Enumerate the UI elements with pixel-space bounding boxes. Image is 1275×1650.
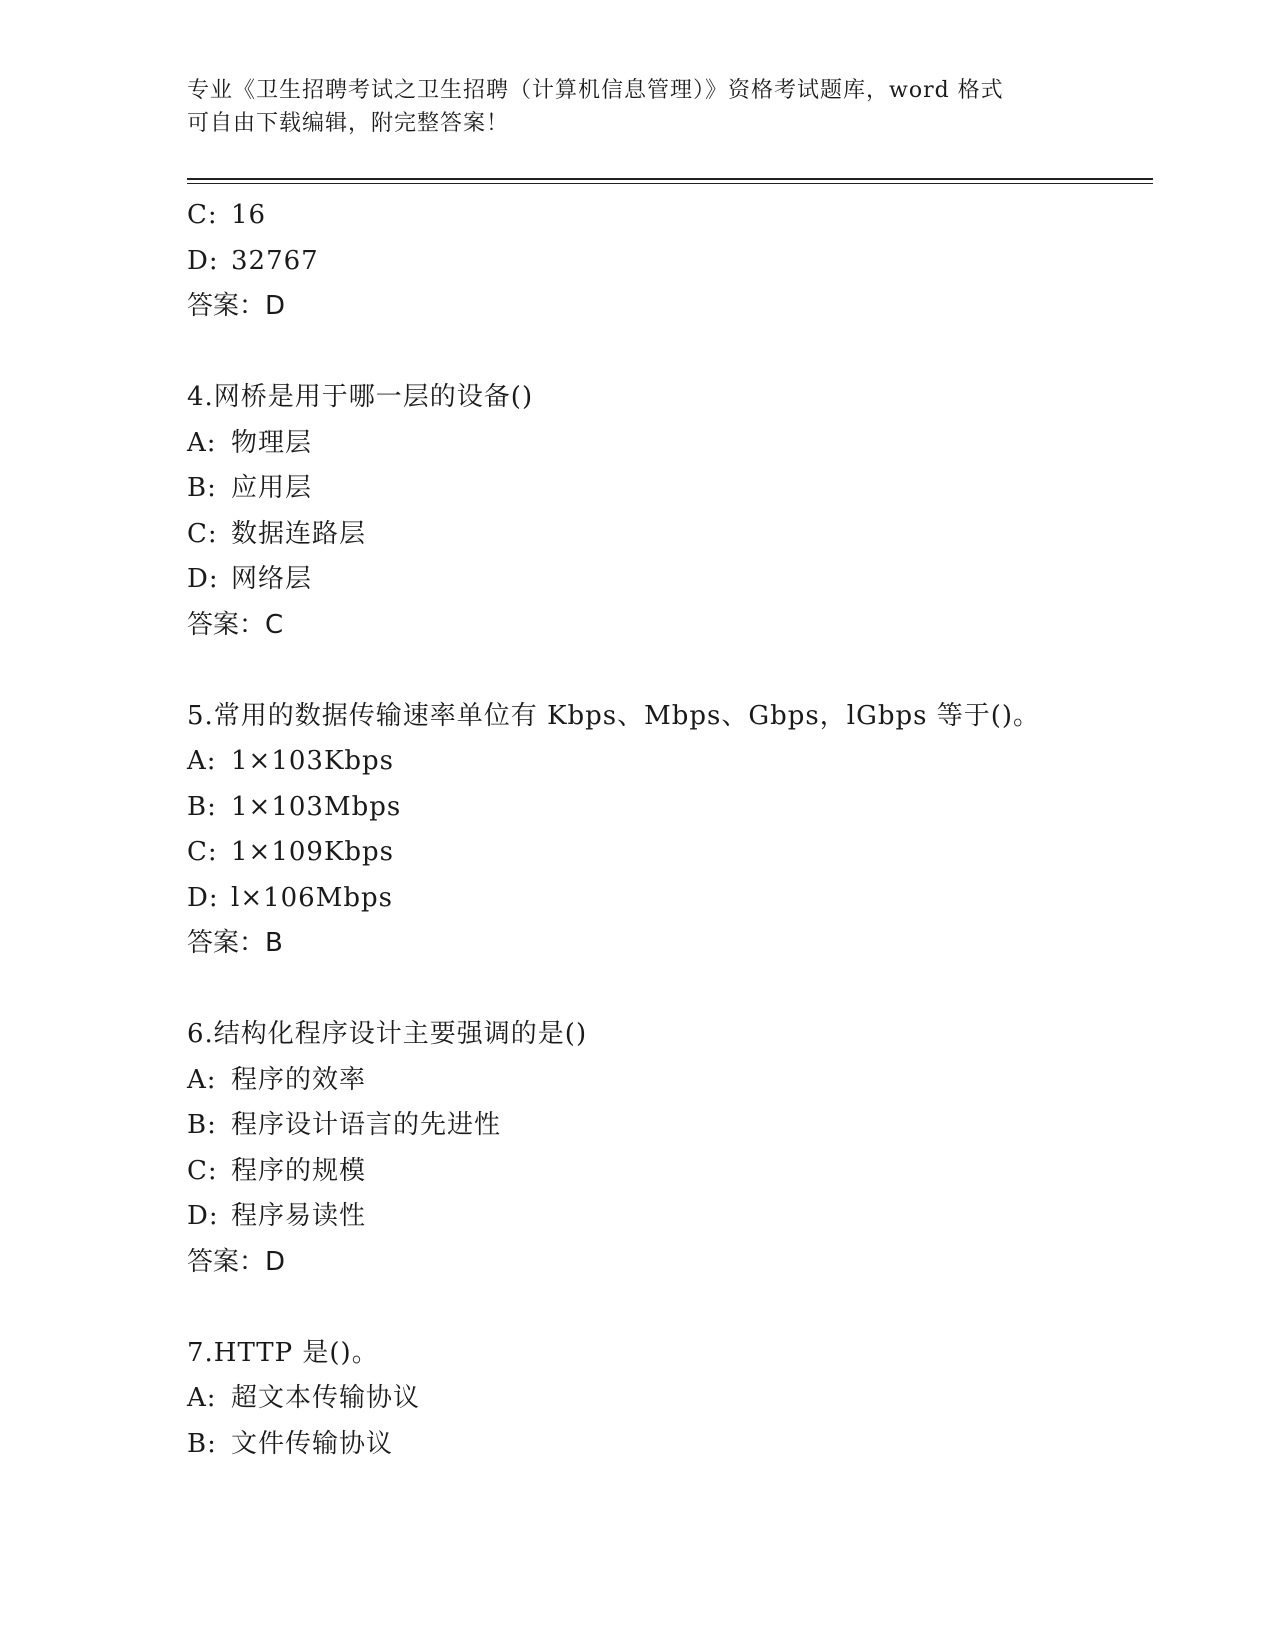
option-label: B:: [187, 1110, 217, 1140]
option-label: D:: [187, 245, 219, 276]
option-text: 网络层: [231, 564, 313, 594]
q5-stem: 5.常用的数据传输速率单位有 Kbps、Mbps、Gbps，lGbps 等于()。: [187, 700, 1041, 731]
option-label: A:: [187, 746, 217, 776]
option-label: D:: [187, 882, 219, 913]
option-text: 1×103Mbps: [231, 791, 402, 822]
q3-option-c: [187, 193, 1153, 239]
option-text: 程序的效率: [231, 1064, 367, 1095]
q5-option-a: [187, 739, 1153, 785]
header-line-2: 可自由下载编辑，附完整答案！: [187, 111, 510, 136]
q6-option-c: [187, 1149, 1153, 1195]
question-list: [187, 193, 1153, 1467]
spacer: [187, 330, 1153, 376]
option-text: 应用层: [231, 473, 313, 503]
spacer: [187, 967, 1153, 1013]
option-text: 16: [231, 200, 267, 230]
option-label: B:: [187, 791, 217, 822]
option-label: C:: [187, 518, 218, 549]
option-text: 32767: [231, 245, 319, 276]
option-text: 文件传输协议: [231, 1428, 394, 1459]
header-divider-thin: [187, 183, 1153, 184]
spacer: [187, 648, 1153, 694]
q7-option-a: [187, 1376, 1153, 1422]
option-text: 程序的规模: [231, 1155, 367, 1186]
q6-option-a: [187, 1058, 1153, 1104]
option-label: B:: [187, 473, 217, 503]
option-text: 物理层: [231, 427, 313, 458]
header-divider-thick: [187, 178, 1153, 180]
option-text: 数据连路层: [231, 518, 367, 549]
option-label: A:: [187, 1383, 217, 1413]
option-label: C:: [187, 837, 218, 867]
q4-option-a: [187, 421, 1153, 467]
option-label: D:: [187, 1201, 219, 1231]
q6-option-b: [187, 1103, 1153, 1149]
q6-answer: 答案：D: [187, 1246, 286, 1277]
q4-option-c: [187, 512, 1153, 558]
option-label: A:: [187, 427, 217, 458]
option-label: D:: [187, 564, 219, 594]
document-header: [187, 74, 1067, 140]
q4-option-b: [187, 466, 1153, 512]
q4-option-d: [187, 557, 1153, 603]
option-label: C:: [187, 1155, 218, 1186]
q7-stem: 7.HTTP 是()。: [187, 1337, 379, 1368]
option-text: 1×109Kbps: [231, 837, 395, 867]
q5-option-b: [187, 785, 1153, 831]
option-text: 程序易读性: [231, 1201, 367, 1231]
q6-stem: 6.结构化程序设计主要强调的是(): [187, 1019, 588, 1049]
option-label: A:: [187, 1064, 217, 1095]
option-text: 超文本传输协议: [231, 1383, 421, 1413]
q5-option-c: [187, 830, 1153, 876]
spacer: [187, 1285, 1153, 1331]
option-label: B:: [187, 1428, 217, 1459]
q5-option-d: [187, 876, 1153, 922]
option-text: l×106Mbps: [231, 882, 393, 913]
header-line-1: 专业《卫生招聘考试之卫生招聘（计算机信息管理）》资格考试题库，word 格式: [187, 78, 1004, 103]
q3-option-d: [187, 239, 1153, 285]
q4-stem: 4.网桥是用于哪一层的设备(): [187, 382, 534, 412]
q3-answer: 答案：D: [187, 291, 286, 321]
q4-answer: 答案：C: [187, 609, 284, 640]
q6-option-d: [187, 1194, 1153, 1240]
option-label: C:: [187, 200, 218, 230]
q7-option-b: [187, 1422, 1153, 1468]
option-text: 1×103Kbps: [231, 746, 395, 776]
option-text: 程序设计语言的先进性: [231, 1110, 502, 1140]
q5-answer: 答案：B: [187, 928, 283, 958]
